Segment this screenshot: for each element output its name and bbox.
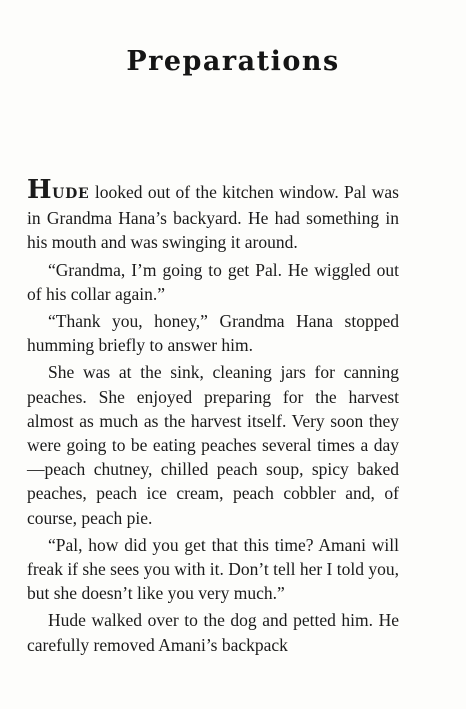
body-text	[27, 175, 399, 660]
drop-cap: H	[27, 175, 53, 205]
small-caps-lead: UDE	[52, 186, 90, 202]
paragraph: “Pal, how did you get that this time? Amani will freak if she sees you with it. Don’t tell her I told you, but she doesn’t like you very much.”	[27, 534, 399, 604]
chapter-title: Preparations	[126, 46, 340, 77]
paragraph: “Thank you, honey,” Grandma Hana stopped humming briefly to answer him.	[27, 311, 399, 356]
paragraph: She was at the sink, cleaning jars for canning peaches. She enjoyed preparing for the harvest almost as much as the harvest itself. Very soon they were going to be eating peaches several times a day—peach chutney, chilled peach soup, spicy baked peaches, peach ice cream, peach cobbler and, of course, peach pie.	[27, 362, 399, 528]
opening-paragraph	[27, 175, 399, 255]
opening-paragraph-text: looked out of the kitchen window. Pal was in Grandma Hana’s backyard. He had something in his mouth and was swinging it around.	[27, 182, 399, 253]
paragraph: “Grandma, I’m going to get Pal. He wiggled out of his collar again.”	[27, 259, 399, 304]
paragraph: Hude walked over to the dog and petted him. He carefully removed Amani’s backpack	[27, 610, 399, 655]
